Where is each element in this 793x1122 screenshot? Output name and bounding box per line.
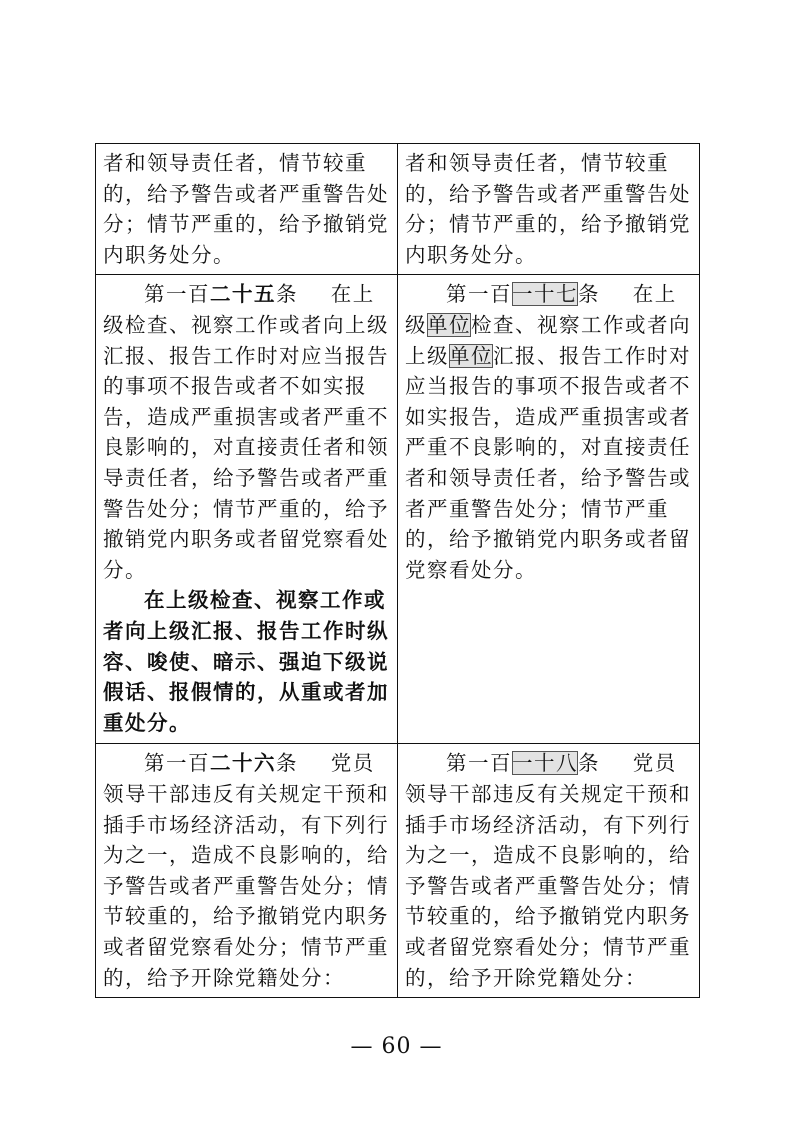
right-cell xyxy=(398,275,700,744)
left-cell xyxy=(96,744,398,998)
right-cell xyxy=(398,144,700,275)
right-cell xyxy=(398,744,700,998)
article-suffix: 条 xyxy=(276,751,298,776)
article-prefix: 第一百 xyxy=(144,282,210,307)
article-number: 二十五 xyxy=(210,282,276,307)
article-body: 党员领导干部违反有关规定干预和插手市场经济活动，有下列行为之一，造成不良影响的，给予警告或者严重警告处分；情节较重的，给予撤销党内职务或者留党察看处分；情节严重的，给予开除党籍处分： xyxy=(405,751,691,990)
article-number: 二十六 xyxy=(210,751,276,776)
article-prefix: 第一百 xyxy=(446,282,512,307)
comparison-table xyxy=(95,143,700,998)
article-body: 党员领导干部违反有关规定干预和插手市场经济活动，有下列行为之一，造成不良影响的，给予警告或者严重警告处分；情节较重的，给予撤销党内职务或者留党察看处分；情节严重的，给予开除党籍处分： xyxy=(103,751,389,990)
cell-text: 者和领导责任者，情节较重的，给予警告或者严重警告处分；情节严重的，给予撤销党内职务处分。 xyxy=(103,151,389,267)
article-body-seg: 汇报、报告工作时对应当报告的事项不报告或者不如实报告，造成严重损害或者严重不良影响的，对直接责任者和领导责任者，给予警告或者严重警告处分；情节严重的，给予撤销党内职务或者留党察看处分。 xyxy=(405,343,691,582)
highlighted-article-number: 一十八 xyxy=(512,751,578,776)
article-body-seg: 在上级 xyxy=(405,282,677,337)
highlighted-term: 单位 xyxy=(449,343,493,368)
article-suffix: 条 xyxy=(578,282,600,307)
article-body: 在上级检查、视察工作或者向上级汇报、报告工作时对应当报告的事项不报告或者不如实报告，造成严重损害或者严重不良影响的，对直接责任者和领导责任者，给予警告或者严重警告处分；情节严重的，给予撤销党内职务或者留党察看处分。 xyxy=(103,282,389,582)
article-prefix: 第一百 xyxy=(144,751,210,776)
added-paragraph: 在上级检查、视察工作或者向上级汇报、报告工作时纵容、唆使、暗示、强迫下级说假话、报假情的，从重或者加重处分。 xyxy=(103,588,389,735)
table-row xyxy=(96,275,700,744)
article-paragraph xyxy=(103,279,391,585)
table-row xyxy=(96,744,700,998)
left-cell xyxy=(96,275,398,744)
article-prefix: 第一百 xyxy=(446,751,512,776)
left-cell xyxy=(96,144,398,275)
table-row xyxy=(96,144,700,275)
page-number: — 60 — xyxy=(350,1034,443,1059)
highlighted-article-number: 一十七 xyxy=(512,282,578,307)
article-paragraph xyxy=(405,279,693,585)
article-suffix: 条 xyxy=(276,282,298,307)
article-suffix: 条 xyxy=(578,751,600,776)
cell-text: 者和领导责任者，情节较重的，给予警告或者严重警告处分；情节严重的，给予撤销党内职务处分。 xyxy=(405,151,691,267)
article-paragraph xyxy=(103,748,391,993)
article-paragraph xyxy=(405,748,693,993)
highlighted-term: 单位 xyxy=(427,312,471,337)
article-body-seg: 检查、视察工作或者向上级 xyxy=(405,312,691,368)
